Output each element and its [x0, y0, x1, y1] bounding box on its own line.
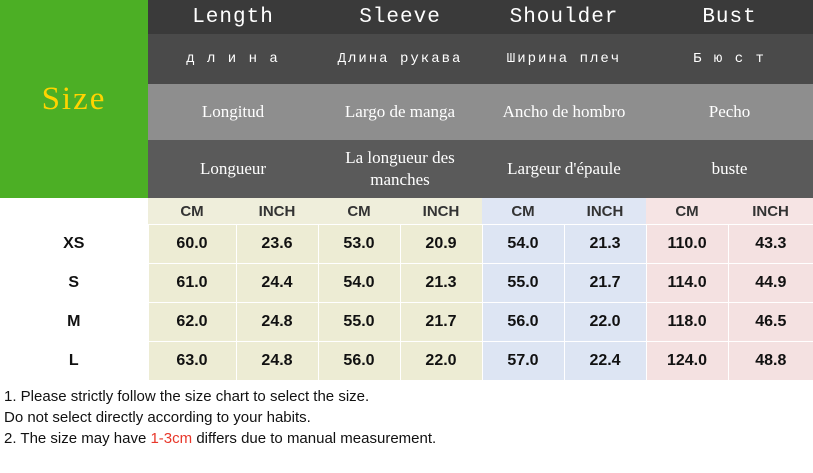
- cell-bust-cm: 124.0: [646, 342, 728, 381]
- table-row: [0, 264, 813, 303]
- header-shoulder-ru: Ширина плеч: [482, 34, 646, 84]
- cell-sleeve-inch: 21.7: [400, 303, 482, 342]
- unit-shoulder-cm: CM: [482, 198, 564, 225]
- cell-length-inch: 24.4: [236, 264, 318, 303]
- units-row: [0, 198, 813, 225]
- cell-bust-cm: 110.0: [646, 225, 728, 264]
- unit-bust-cm: CM: [646, 198, 728, 225]
- cell-sleeve-cm: 53.0: [318, 225, 400, 264]
- note-tolerance-highlight: 1-3cm: [150, 430, 193, 447]
- note-line-3-pre: 2. The size may have: [4, 430, 151, 447]
- unit-shoulder-inch: INCH: [564, 198, 646, 225]
- note-line-3-post: differs due to manual measurement.: [192, 430, 437, 447]
- cell-length-inch: 23.6: [236, 225, 318, 264]
- header-sleeve-ru: Длина рукава: [318, 34, 482, 84]
- table-row: [0, 342, 813, 381]
- note-line-1: 1. Please strictly follow the size chart to select the size.: [4, 388, 370, 405]
- unit-sleeve-inch: INCH: [400, 198, 482, 225]
- cell-length-cm: 60.0: [148, 225, 236, 264]
- table-row: [0, 303, 813, 342]
- units-blank-cell: [0, 198, 148, 225]
- cell-length-inch: 24.8: [236, 342, 318, 381]
- cell-bust-inch: 44.9: [728, 264, 813, 303]
- header-length-fr: Longueur: [148, 140, 318, 198]
- header-bust-es: Pecho: [646, 84, 813, 140]
- table-row: [0, 225, 813, 264]
- cell-bust-cm: 114.0: [646, 264, 728, 303]
- header-bust-en: Bust: [646, 0, 813, 34]
- row-size-label: M: [0, 303, 148, 342]
- header-length-en: Length: [148, 0, 318, 34]
- unit-length-cm: CM: [148, 198, 236, 225]
- cell-sleeve-inch: 22.0: [400, 342, 482, 381]
- header-sleeve-en: Sleeve: [318, 0, 482, 34]
- header-shoulder-en: Shoulder: [482, 0, 646, 34]
- row-size-label: L: [0, 342, 148, 381]
- note-line-2: Do not select directly according to your habits.: [4, 409, 311, 426]
- cell-sleeve-cm: 56.0: [318, 342, 400, 381]
- cell-length-cm: 62.0: [148, 303, 236, 342]
- note-line-3: [4, 428, 809, 449]
- header-row-english: [0, 0, 813, 34]
- header-shoulder-fr: Largeur d'épaule: [482, 140, 646, 198]
- cell-length-inch: 24.8: [236, 303, 318, 342]
- cell-bust-inch: 48.8: [728, 342, 813, 381]
- header-sleeve-es: Largo de manga: [318, 84, 482, 140]
- notes-section: [0, 380, 813, 449]
- cell-length-cm: 61.0: [148, 264, 236, 303]
- cell-shoulder-inch: 22.0: [564, 303, 646, 342]
- header-sleeve-fr: La longueur des manches: [318, 140, 482, 198]
- unit-bust-inch: INCH: [728, 198, 813, 225]
- cell-sleeve-cm: 55.0: [318, 303, 400, 342]
- unit-sleeve-cm: CM: [318, 198, 400, 225]
- header-shoulder-es: Ancho de hombro: [482, 84, 646, 140]
- unit-length-inch: INCH: [236, 198, 318, 225]
- cell-sleeve-cm: 54.0: [318, 264, 400, 303]
- row-size-label: XS: [0, 225, 148, 264]
- cell-bust-inch: 46.5: [728, 303, 813, 342]
- header-length-es: Longitud: [148, 84, 318, 140]
- cell-sleeve-inch: 21.3: [400, 264, 482, 303]
- header-bust-ru: Б ю с т: [646, 34, 813, 84]
- cell-shoulder-cm: 56.0: [482, 303, 564, 342]
- cell-shoulder-inch: 21.7: [564, 264, 646, 303]
- cell-shoulder-inch: 22.4: [564, 342, 646, 381]
- cell-length-cm: 63.0: [148, 342, 236, 381]
- size-label-cell: Size: [0, 0, 148, 198]
- cell-shoulder-inch: 21.3: [564, 225, 646, 264]
- cell-bust-cm: 118.0: [646, 303, 728, 342]
- cell-shoulder-cm: 57.0: [482, 342, 564, 381]
- cell-shoulder-cm: 55.0: [482, 264, 564, 303]
- header-bust-fr: buste: [646, 140, 813, 198]
- row-size-label: S: [0, 264, 148, 303]
- cell-shoulder-cm: 54.0: [482, 225, 564, 264]
- header-length-ru: д л и н а: [148, 34, 318, 84]
- cell-sleeve-inch: 20.9: [400, 225, 482, 264]
- cell-bust-inch: 43.3: [728, 225, 813, 264]
